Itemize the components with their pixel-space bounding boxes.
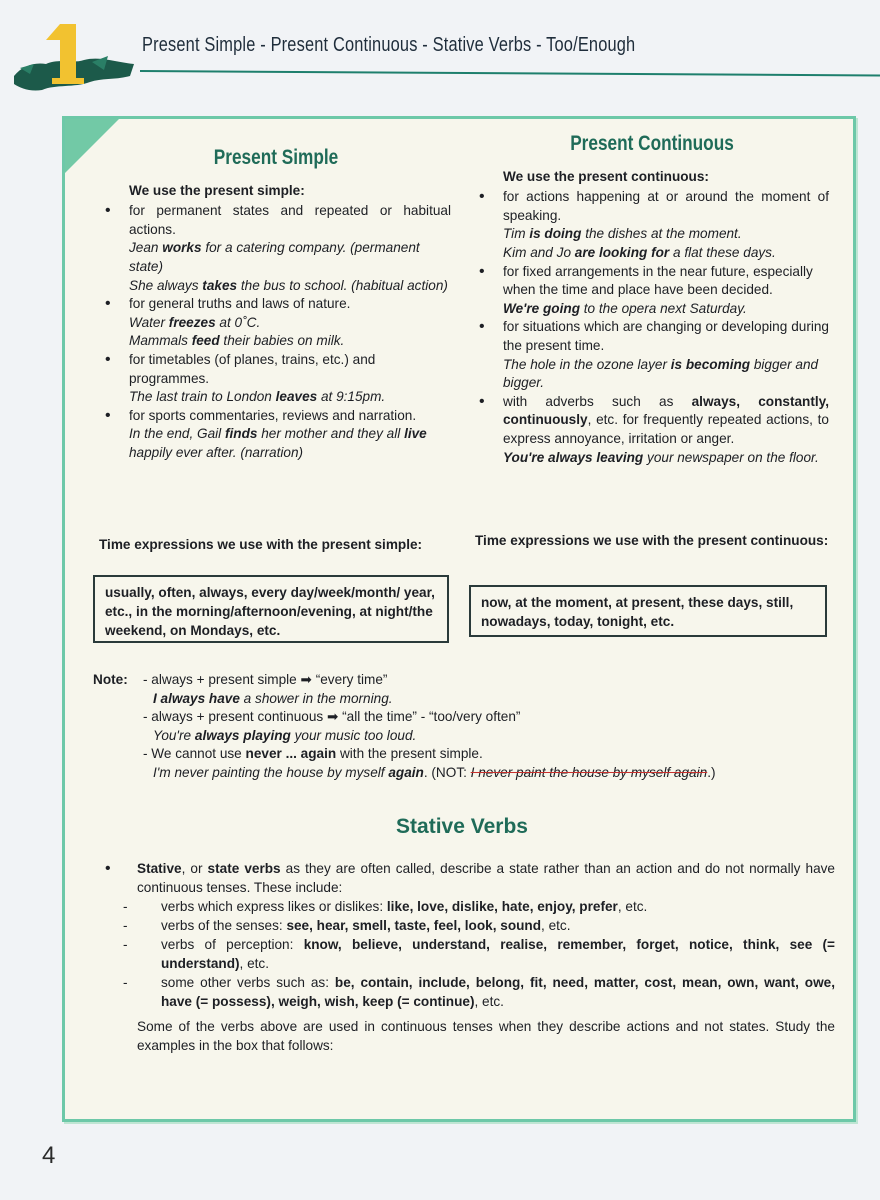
- pc-time-expressions-box: now, at the moment, at present, these days, still, nowadays, today, tonight, etc.: [469, 585, 827, 637]
- note-example: I'm never painting the house by myself again. (NOT: I never paint the house by myself again.): [153, 764, 716, 780]
- pc-bullet-changing: • for situations which are changing or developing during the present time.: [475, 318, 829, 355]
- ps-example: In the end, Gail finds her mother and they all live happily ever after. (narration): [129, 426, 427, 460]
- page-number: 4: [42, 1142, 56, 1169]
- present-continuous-intro: We use the present continuous:: [503, 168, 709, 184]
- ps-bullet-timetables: • for timetables (of planes, trains, etc.) and programmes.: [101, 351, 451, 388]
- note-example: I always have a shower in the morning.: [153, 690, 393, 706]
- stative-outro: Some of the verbs above are used in continuous tenses when they describe actions and not states. Study the examples in the box that follows:: [137, 1019, 835, 1053]
- pc-example: The hole in the ozone layer is becoming bigger and bigger.: [503, 356, 819, 391]
- pc-bullet-arrangements: • for fixed arrangements in the near future, especially when the time and place have been decided.: [475, 263, 829, 300]
- pc-bullet-adverbs: • with adverbs such as always, constantly, continuously, etc. for frequently repeated actions, to express annoyance, irritation or anger.: [475, 393, 829, 449]
- ps-example: Mammals feed their babies on milk.: [129, 333, 345, 349]
- present-continuous-column: [475, 132, 829, 467]
- ps-bullet-permanent: • for permanent states and repeated or habitual actions.: [101, 202, 451, 239]
- header-rule: [140, 70, 880, 77]
- pc-example: You're always leaving your newspaper on the floor.: [503, 449, 819, 465]
- ps-bullet-truths: • for general truths and laws of nature.: [101, 295, 451, 314]
- pc-example: Kim and Jo are looking for a flat these days.: [503, 244, 776, 260]
- stative-category-perception: - verbs of perception: know, believe, understand, realise, remember, forget, notice, think, see (= understand), etc.: [101, 935, 835, 973]
- note-line: - always + present continuous ➡ “all the time” - “too/very often”: [143, 709, 521, 725]
- note-line: - We cannot use never ... again with the present simple.: [143, 746, 483, 762]
- present-simple-intro: We use the present simple:: [129, 182, 305, 198]
- ps-time-expressions-label: Time expressions we use with the present simple:: [99, 537, 423, 552]
- pc-time-expressions-label: Time expressions we use with the present continuous:: [475, 533, 829, 548]
- stative-category-likes: - verbs which express likes or dislikes: like, love, dislike, hate, enjoy, prefer, etc.: [101, 897, 835, 916]
- present-simple-column: [101, 146, 451, 463]
- ps-time-expressions-box: usually, often, always, every day/week/month/ year, etc., in the morning/afternoon/evening, at night/the weekend, on Mondays, etc.: [93, 575, 449, 643]
- stative-category-senses: - verbs of the senses: see, hear, smell, taste, feel, look, sound, etc.: [101, 916, 835, 935]
- incorrect-example-strikethrough: I never paint the house by myself again: [470, 764, 708, 780]
- ps-example: Water freezes at 0˚C.: [129, 314, 261, 330]
- ps-example: She always takes the bus to school. (habitual action): [129, 277, 448, 293]
- pc-example: We're going to the opera next Saturday.: [503, 300, 747, 316]
- ps-bullet-commentaries: • for sports commentaries, reviews and narration.: [101, 407, 451, 426]
- ps-example: Jean works for a catering company. (permanent state): [129, 240, 420, 274]
- present-continuous-title: Present Continuous: [570, 132, 734, 155]
- note-line: - always + present simple ➡ “every time”: [143, 672, 388, 687]
- stative-verbs-section: [101, 859, 835, 1055]
- page-header-title: Present Simple - Present Continuous - Stative Verbs - Too/Enough: [142, 34, 636, 56]
- stative-verbs-title: Stative Verbs: [396, 815, 528, 838]
- pc-example: Tim is doing the dishes at the moment.: [503, 226, 742, 242]
- note-example: You're always playing your music too loud.: [153, 727, 417, 743]
- grammar-panel: [62, 116, 856, 1122]
- stative-category-other: - some other verbs such as: be, contain, include, belong, fit, need, matter, cost, mean, own, want, owe, have (= possess), weigh, wish, keep (= continue), etc.: [101, 973, 835, 1011]
- present-simple-title: Present Simple: [213, 146, 339, 169]
- note-label: Note:: [93, 672, 128, 687]
- unit-number-logo: [12, 18, 137, 98]
- note-section: [93, 671, 823, 783]
- stative-intro: • Stative, or state verbs as they are often called, describe a state rather than an action and do not normally have continuous tenses. These include:: [101, 859, 835, 897]
- ps-example: The last train to London leaves at 9:15pm.: [129, 389, 386, 405]
- pc-bullet-moment: • for actions happening at or around the moment of speaking.: [475, 188, 829, 225]
